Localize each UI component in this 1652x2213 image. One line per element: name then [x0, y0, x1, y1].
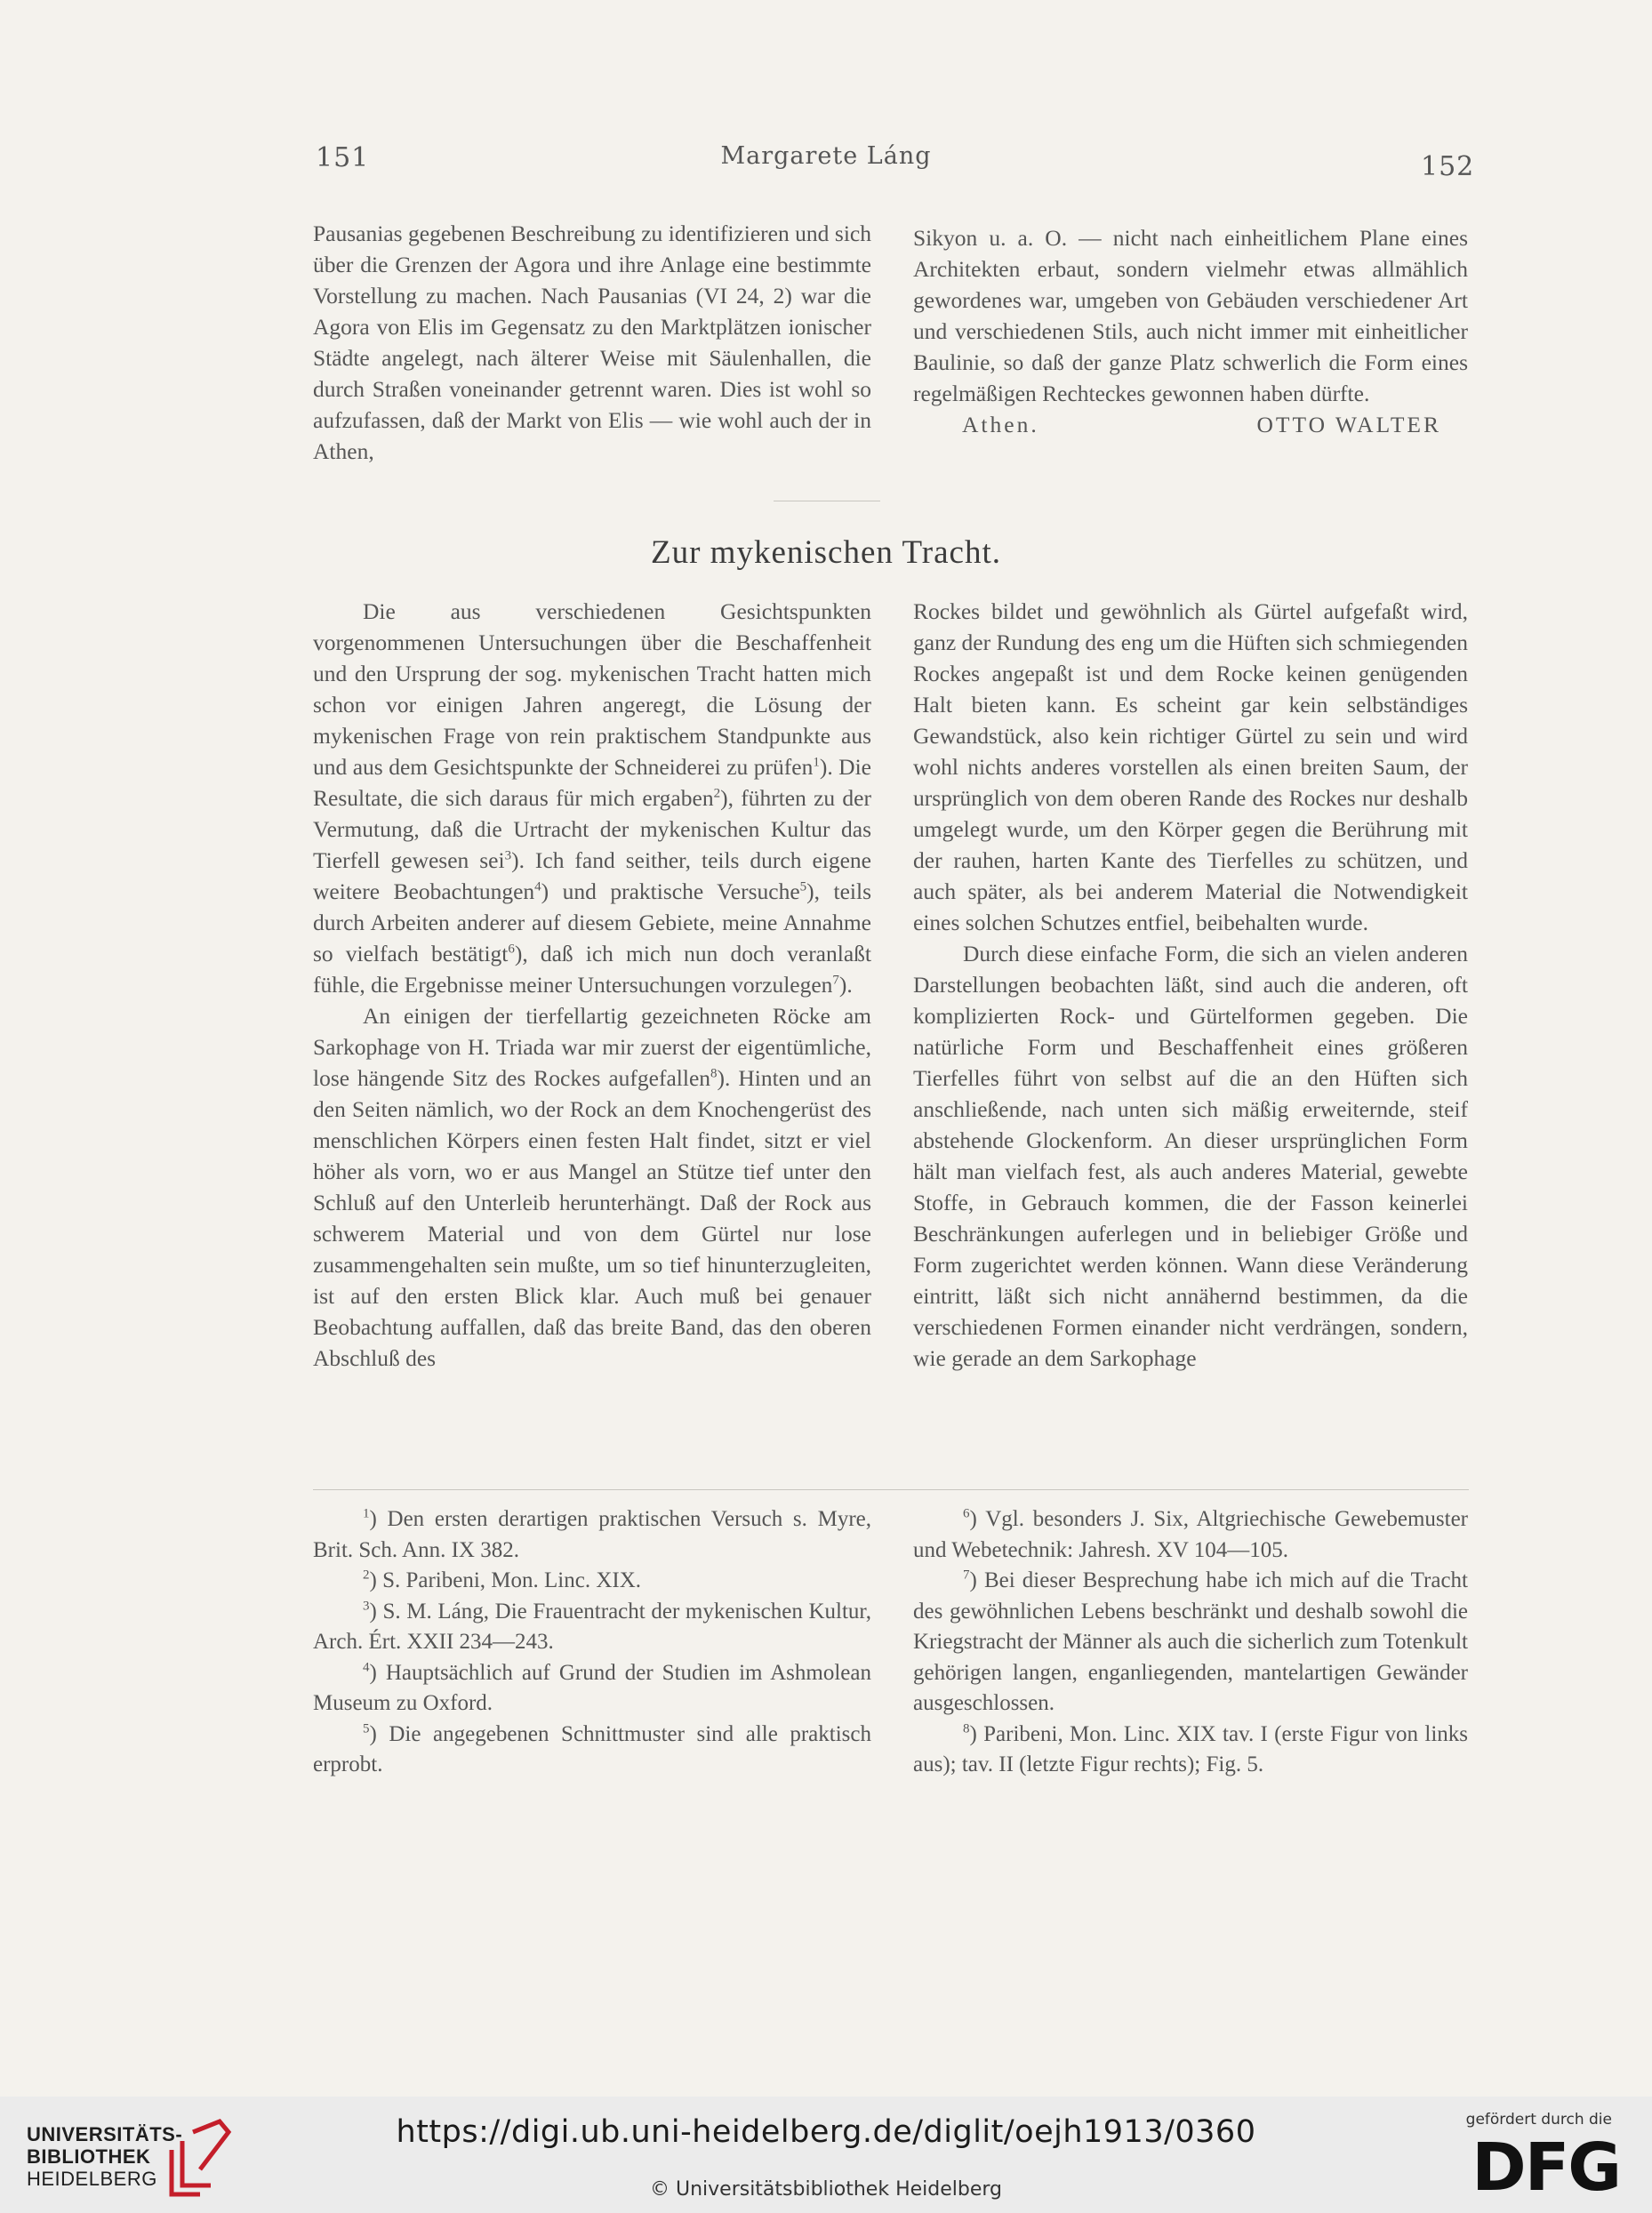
footnotes-left — [313, 1504, 871, 1781]
footnote-rule — [313, 1489, 1469, 1490]
ub-heidelberg-logo[interactable]: UNIVERSITÄTS- BIBLIOTHEK HEIDELBERG — [27, 2123, 183, 2190]
left-paragraph-1: Die aus verschiedenen Gesichtspunkten vorgenommenen Untersuchungen über die Beschaffenheit und den Ursprung der sog. mykenischen Tracht hatten mich schon vor einigen Jahren angeregt, die Lösung der mykenischen Frage von rein praktischem Standpunkte aus und aus dem Gesichtspunkte der Schneiderei zu prüfen$^1$). Die Resultate, die sich daraus für mich ergaben$^2$), führten zu der Vermutung, daß die Urtracht der mykenischen Kultur das Tierfell gewesen sei$^3$). Ich fand seither, teils durch eigene weitere Beobachtungen$^4$) und praktische Versuche$^5$), teils durch Arbeiten anderer auf diesem Gebiete, meine Annahme so vielfach bestätigt$^6$), daß ich mich nun doch veranlaßt fühle, die Ergebnisse meiner Untersuchungen vorzulegen$^7$). — [313, 598, 871, 998]
right-paragraph-1: Rockes bildet und gewöhnlich als Gürtel aufgefaßt wird, ganz der Rundung des eng um die Hüften sich schmiegenden Rockes angepaßt ist und dem Rocke keinen genügenden Halt bieten kann. Es scheint gar kein selbständiges Gewandstück, also kein richtiger Gürtel zu sein und wird wohl nichts anderes vorstellen als einen breiten Saum, der ursprünglich von dem oberen Rande des Rockes nur deshalb umgelegt wurde, um den Körper gegen die Berührung mit der rauhen, harten Kante des Tierfelles zu schützen, und auch später, als bei anderem Material die Notwendigkeit eines solchen Schutzes entfiel, beibehalten wurde. — [913, 598, 1468, 935]
left-body-column — [313, 596, 871, 1374]
top-right-column — [913, 222, 1468, 440]
footnote: $^3$) S. M. Láng, Die Frauentracht der mykenischen Kultur, Arch. Ért. XXII 234—243. — [313, 1599, 871, 1654]
page-number-left: 151 — [316, 142, 370, 173]
footnote: $^6$) Vgl. besonders J. Six, Altgriechische Gewebemuster und Webetechnik: Jahresh. XV 104—105. — [913, 1506, 1468, 1562]
copyright-notice: © Universitätsbibliothek Heidelberg — [649, 2178, 1002, 2201]
signature-place: Athen. — [962, 412, 1039, 437]
viewer-footer — [0, 2097, 1652, 2213]
left-paragraph-2: An einigen der tierfellartig gezeichneten Röcke am Sarkophage von H. Triada war mir zuerst der eigentümliche, lose hängende Sitz des Rockes aufgefallen$^8$). Hinten und an den Seiten nämlich, wo der Rock an dem Knochengerüst des menschlichen Körpers einen festen Halt findet, sitzt er viel höher als vorn, wo er aus Mangel an Stütze tief unter den Schluß auf den Unterleib herunterhängt. Daß der Rock aus schwerem Material und von dem Gürtel nur lose zusammengehalten sein mußte, um so tief hinunterzugleiten, ist auf den ersten Blick klar. Auch muß bei genauer Beobachtung auffallen, daß das breite Band, das den oberen Abschluß des — [313, 1003, 871, 1371]
running-title: Margarete Láng — [720, 142, 932, 170]
funding-note: gefördert durch die — [1465, 2111, 1612, 2129]
signature-line — [913, 409, 1468, 440]
signature-author: OTTO WALTER — [1256, 412, 1441, 437]
footnote: $^7$) Bei dieser Besprechung habe ich mich auf die Tracht des gewöhnlichen Lebens beschränkt und deshalb sowohl die Kriegstracht der Männer als auch die sicherlich zum Totenkult gehörigen langen, enganliegenden, mantelartigen Gewänder ausgeschlossen. — [913, 1568, 1468, 1715]
top-left-text: Pausanias gegebenen Beschreibung zu identifizieren und sich über die Grenzen der Agora und ihre Anlage eine bestimmte Vorstellung zu machen. Nach Pausanias (VI 24, 2) war die Agora von Elis im Gegensatz zu den Marktplätzen ionischer Städte angelegt, nach älterer Weise mit Säulenhallen, die durch Straßen voneinander getrennt waren. Dies ist wohl so aufzufassen, daß der Markt von Elis — wie wohl auch der in Athen, — [313, 220, 871, 464]
top-left-column — [313, 218, 871, 467]
right-paragraph-2: Durch diese einfache Form, die sich an vielen anderen Darstellungen beobachten läßt, sind auch die anderen, oft komplizierten Rock- und Gürtelformen gegeben. Die natürliche Form und Beschaffenheit eines größeren Tierfelles führt von selbst auf die an den Hüften sich anschließende, nach unten sich mäßig erweiternde, steif abstehende Glockenform. An dieser ursprünglichen Form hält man vielfach fest, als auch anderes Material, gewebte Stoffe, in Gebrauch kommen, die der Fasson keinerlei Beschränkungen auferlegen und in beliebiger Größe und Form zugerichtet werden können. Wann diese Veränderung eintritt, läßt sich nicht annähernd bestimmen, da die verschiedenen Formen einander nicht verdrängen, sondern, wie gerade an dem Sarkophage — [913, 941, 1468, 1371]
footnote: $^2$) S. Paribeni, Mon. Linc. XIX. — [363, 1568, 642, 1592]
footnote: $^4$) Hauptsächlich auf Grund der Studien im Ashmolean Museum zu Oxford. — [313, 1660, 871, 1715]
right-body-column — [913, 596, 1468, 1374]
permalink-url[interactable]: https://digi.ub.uni-heidelberg.de/diglit/oejh1913/0360 — [396, 2114, 1256, 2150]
footnote: $^1$) Den ersten derartigen praktischen Versuch s. Myre, Brit. Sch. Ann. IX 382. — [313, 1506, 871, 1562]
page-number-right: 152 — [1421, 151, 1475, 182]
dfg-logo[interactable]: DFG — [1472, 2129, 1620, 2206]
footnotes-right — [913, 1504, 1468, 1781]
footnote: $^8$) Paribeni, Mon. Linc. XIX tav. I (erste Figur von links aus); tav. II (letzte Figur rechts); Fig. 5. — [913, 1721, 1468, 1776]
footnote: $^5$) Die angegebenen Schnittmuster sind alle praktisch erprobt. — [313, 1721, 871, 1776]
top-right-text: Sikyon u. a. O. — nicht nach einheitlichem Plane eines Architekten erbaut, sondern vielmehr etwas allmählich gewordenes war, umgeben von Gebäuden verschiedener Art und verschiedenen Stils, auch nicht immer mit einheitlicher Baulinie, so daß der ganze Platz schwerlich die Form eines regelmäßigen Rechteckes gewonnen haben dürfte. — [913, 225, 1468, 406]
article-title: Zur mykenischen Tracht. — [651, 534, 1001, 571]
